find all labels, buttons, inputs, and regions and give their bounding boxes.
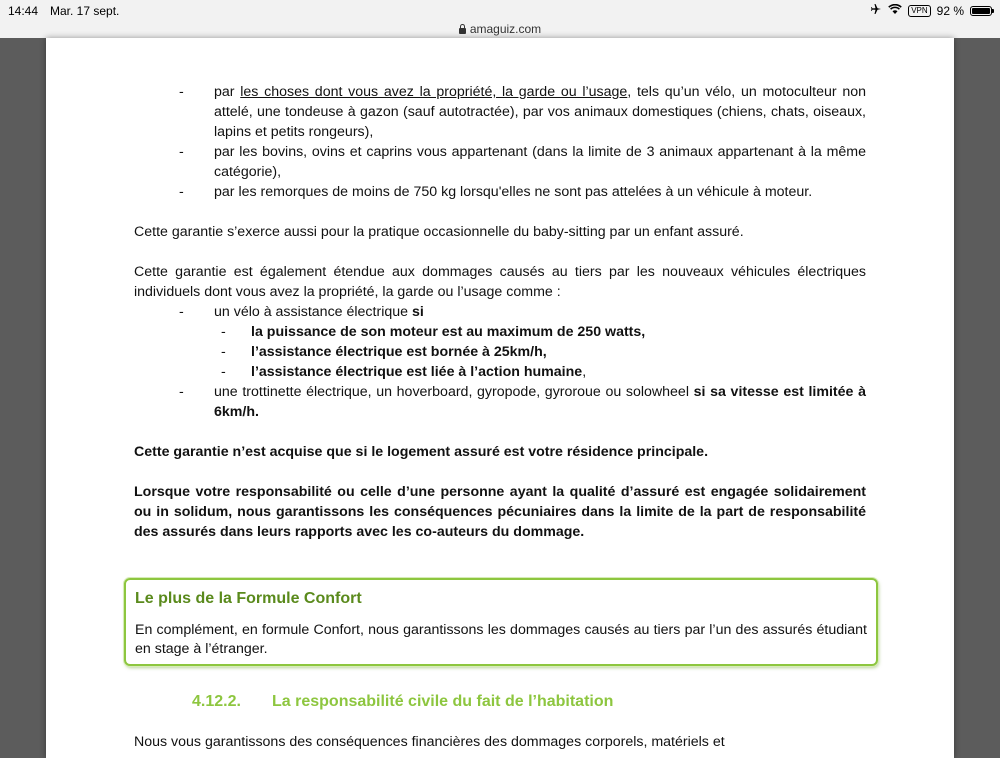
box-title: Le plus de la Formule Confort	[135, 590, 362, 607]
lock-icon	[459, 28, 466, 34]
status-icons	[870, 3, 992, 18]
status-date: Mar. 17 sept.	[50, 4, 120, 18]
section-number: 4.12.2.	[192, 693, 241, 710]
list-item: - une trottinette électrique, un hoverboard, gyropode, gyroroue ou solowheel si sa vitesse est limitée à 6km/h.	[179, 384, 866, 420]
status-bar	[0, 0, 1000, 22]
wifi-icon	[888, 4, 902, 18]
battery-percentage: 92 %	[936, 3, 964, 18]
list-item: - par les remorques de moins de 750 kg lorsqu'elles ne sont pas attelées à un véhicule à moteur.	[179, 184, 813, 200]
document-body	[134, 82, 866, 542]
paragraph: Nous vous garantissons des conséquences financières des dommages corporels, matériels et	[134, 734, 725, 750]
formula-confort-box	[124, 578, 878, 666]
sub-list-item: - la puissance de son moteur est au maximum de 250 watts,	[221, 324, 646, 340]
paragraph: Cette garantie est également étendue aux dommages causés au tiers par les nouveaux véhicules électriques individuels dont vous avez la propriété, la garde ou l’usage comme :	[134, 264, 866, 300]
sub-list-item: - l’assistance électrique est liée à l’action humaine,	[221, 364, 587, 380]
paragraph-bold: Cette garantie n’est acquise que si le logement assuré est votre résidence principale.	[134, 444, 709, 460]
list-item: - un vélo à assistance électrique si	[179, 304, 424, 320]
underlined-text: les choses dont vous avez la propriété, la garde ou l’usage	[240, 84, 628, 100]
paragraph: Cette garantie s’exerce aussi pour la pratique occasionnelle du baby-sitting par un enfant assuré.	[134, 224, 744, 240]
vpn-icon: VPN	[908, 5, 930, 17]
section-title: La responsabilité civile du fait de l’habitation	[272, 693, 614, 710]
list-item: - par les choses dont vous avez la propriété, la garde ou l’usage, tels qu’un vélo, un motoculteur non attelé, une tondeuse à gazon (sauf autotractée), par vos animaux domestiques (chiens, chats, oiseaux, lapins et petits rongeurs),	[179, 84, 866, 140]
box-text: En complément, en formule Confort, nous garantissons les dommages causés au tiers par l’un des assurés étudiant en stage à l’étranger.	[135, 622, 867, 657]
list-item: - par les bovins, ovins et caprins vous appartenant (dans la limite de 3 animaux appartenant à la même catégorie),	[179, 144, 866, 180]
document-page	[46, 38, 954, 758]
url-text[interactable]: amaguiz.com	[469, 22, 542, 36]
status-time: 14:44	[8, 4, 39, 18]
battery-icon	[970, 6, 992, 16]
airplane-icon	[870, 3, 882, 18]
address-bar[interactable]	[0, 22, 1000, 38]
sub-list-item: - l’assistance électrique est bornée à 25km/h,	[221, 344, 547, 360]
section-heading	[192, 693, 613, 711]
paragraph-bold: Lorsque votre responsabilité ou celle d’une personne ayant la qualité d’assuré est engagée solidairement ou in solidum, nous garantissons les conséquences pécuniaires dans la limite de la part de responsabilité des assurés dans leurs rapports avec les co-auteurs du dommage.	[134, 484, 866, 540]
